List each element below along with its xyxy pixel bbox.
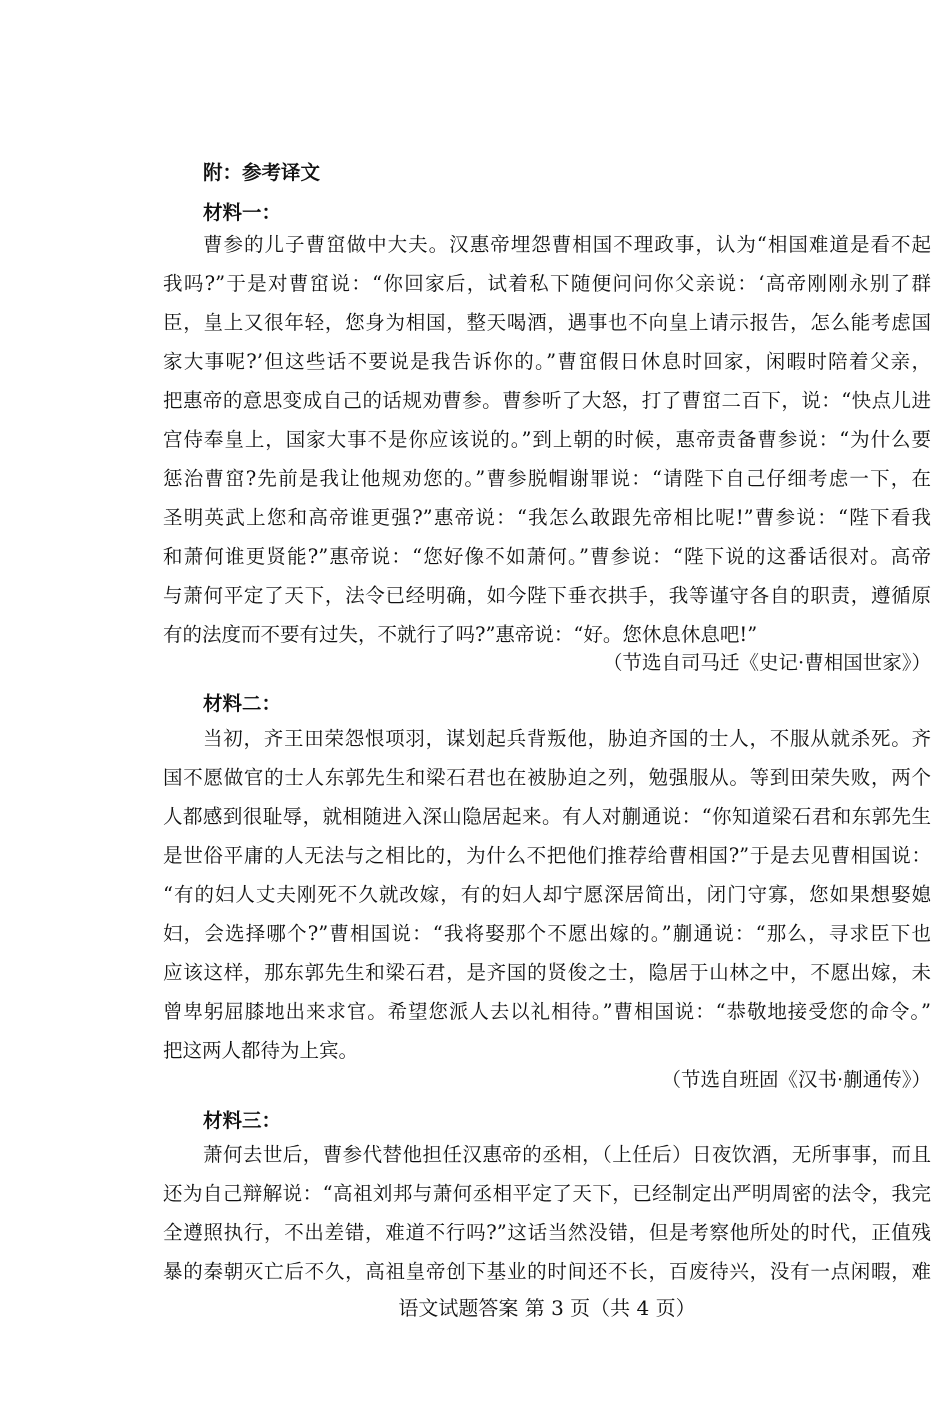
- paragraph-line: 和萧何谁更贤能?”惠帝说：“您好像不如萧何。”曹参说：“陛下说的这番话很对。高帝: [163, 545, 931, 568]
- paragraph-line: 有的法度而不要有过失，不就行了吗?”惠帝说：“好。您休息休息吧!”: [163, 623, 758, 646]
- material-3-heading: 材料三：: [203, 1109, 282, 1132]
- paragraph-line: “有的妇人丈夫刚死不久就改嫁，有的妇人却宁愿深居简出，闭门守寡，您如果想娶媳: [163, 883, 931, 906]
- paragraph-line: 萧何去世后，曹参代替他担任汉惠帝的丞相，（上任后）日夜饮酒，无所事事，而且: [203, 1143, 931, 1166]
- source-citation: （节选自班固《汉书·蒯通传》）: [661, 1068, 931, 1091]
- paragraph-line: 惩治曹窋?先前是我让他规劝您的。”曹参脱帽谢罪说：“请陛下自己仔细考虑一下，在: [163, 467, 931, 490]
- paragraph-line: 暴的秦朝灭亡后不久，高祖皇帝创下基业的时间还不长，百废待兴，没有一点闲暇，难: [163, 1260, 931, 1283]
- paragraph-line: 还为自己辩解说：“高祖刘邦与萧何丞相平定了天下，已经制定出严明周密的法令，我完: [163, 1182, 931, 1205]
- page-footer: 语文试题答案 第 3 页（共 4 页）: [398, 1296, 696, 1320]
- paragraph-line: 把惠帝的意思变成自己的话规劝曹参。曹参听了大怒，打了曹窋二百下，说：“快点儿进: [163, 389, 931, 412]
- material-1-source-block: [163, 649, 931, 677]
- paragraph-line: 把这两人都待为上宾。: [163, 1039, 359, 1062]
- paragraph-line: 曹参的儿子曹窋做中大夫。汉惠帝埋怨曹相国不理政事，认为“相国难道是看不起: [203, 233, 931, 256]
- paragraph-line: 曾卑躬屈膝地出来求官。希望您派人去以礼相待。”曹相国说：“恭敬地接受您的命令。”: [163, 1000, 931, 1023]
- paragraph-line: 宫侍奉皇上，国家大事不是你应该说的。”到上朝的时候，惠帝责备曹参说：“为什么要: [163, 428, 931, 451]
- paragraph-line: 妇，会选择哪个?”曹相国说：“我将娶那个不愿出嫁的。”蒯通说：“那么，寻求臣下也: [163, 922, 931, 945]
- paragraph-line: 圣明英武上您和高帝谁更强?”惠帝说：“我怎么敢跟先帝相比呢!”曹参说：“陛下看我: [163, 506, 931, 529]
- material-2-source-block: [163, 1066, 931, 1094]
- material-1-paragraph: [163, 225, 931, 654]
- paragraph-line: 人都感到很耻辱，就相随进入深山隐居起来。有人对蒯通说：“你知道梁石君和东郭先生: [163, 805, 931, 828]
- material-3-paragraph: [163, 1135, 931, 1291]
- footer-block: [163, 1294, 931, 1322]
- paragraph-line: 臣，皇上又很年轻，您身为相国，整天喝酒，遇事也不向皇上请示报告，怎么能考虑国: [163, 311, 931, 334]
- material-2-paragraph: [163, 719, 931, 1070]
- material-2-heading-block: [163, 684, 931, 723]
- paragraph-line: 与萧何平定了天下，法令已经明确，如今陛下垂衣拱手，我等谨守各自的职责，遵循原: [163, 584, 931, 607]
- paragraph-line: 应该这样，那东郭先生和梁石君，是齐国的贤俊之士，隐居于山林之中，不愿出嫁，未: [163, 961, 931, 984]
- material-2-heading: 材料二：: [203, 692, 282, 715]
- paragraph-line: 是世俗平庸的人无法与之相比的，为什么不把他们推荐给曹相国?”于是去见曹相国说：: [163, 844, 931, 867]
- material-1-heading: 材料一：: [203, 201, 282, 224]
- page-title: 附：参考译文: [203, 161, 321, 184]
- paragraph-line: 全遵照执行，不出差错，难道不行吗?”这话当然没错，但是考察他所处的时代，正值残: [163, 1221, 931, 1244]
- paragraph-line: 我吗?”于是对曹窋说：“你回家后，试着私下随便问问你父亲说：‘高帝刚刚永别了群: [163, 272, 931, 295]
- paragraph-line: 当初，齐王田荣怨恨项羽，谋划起兵背叛他，胁迫齐国的士人，不服从就杀死。齐: [203, 727, 931, 750]
- paragraph-line: 国不愿做官的士人东郭先生和梁石君也在被胁迫之列，勉强服从。等到田荣失败，两个: [163, 766, 931, 789]
- title-block: [163, 153, 931, 192]
- source-citation: （节选自司马迁《史记·曹相国世家》）: [603, 651, 931, 674]
- paragraph-line: 家大事呢?’但这些话不要说是我告诉你的。”曹窋假日休息时回家，闲暇时陪着父亲，: [163, 350, 931, 373]
